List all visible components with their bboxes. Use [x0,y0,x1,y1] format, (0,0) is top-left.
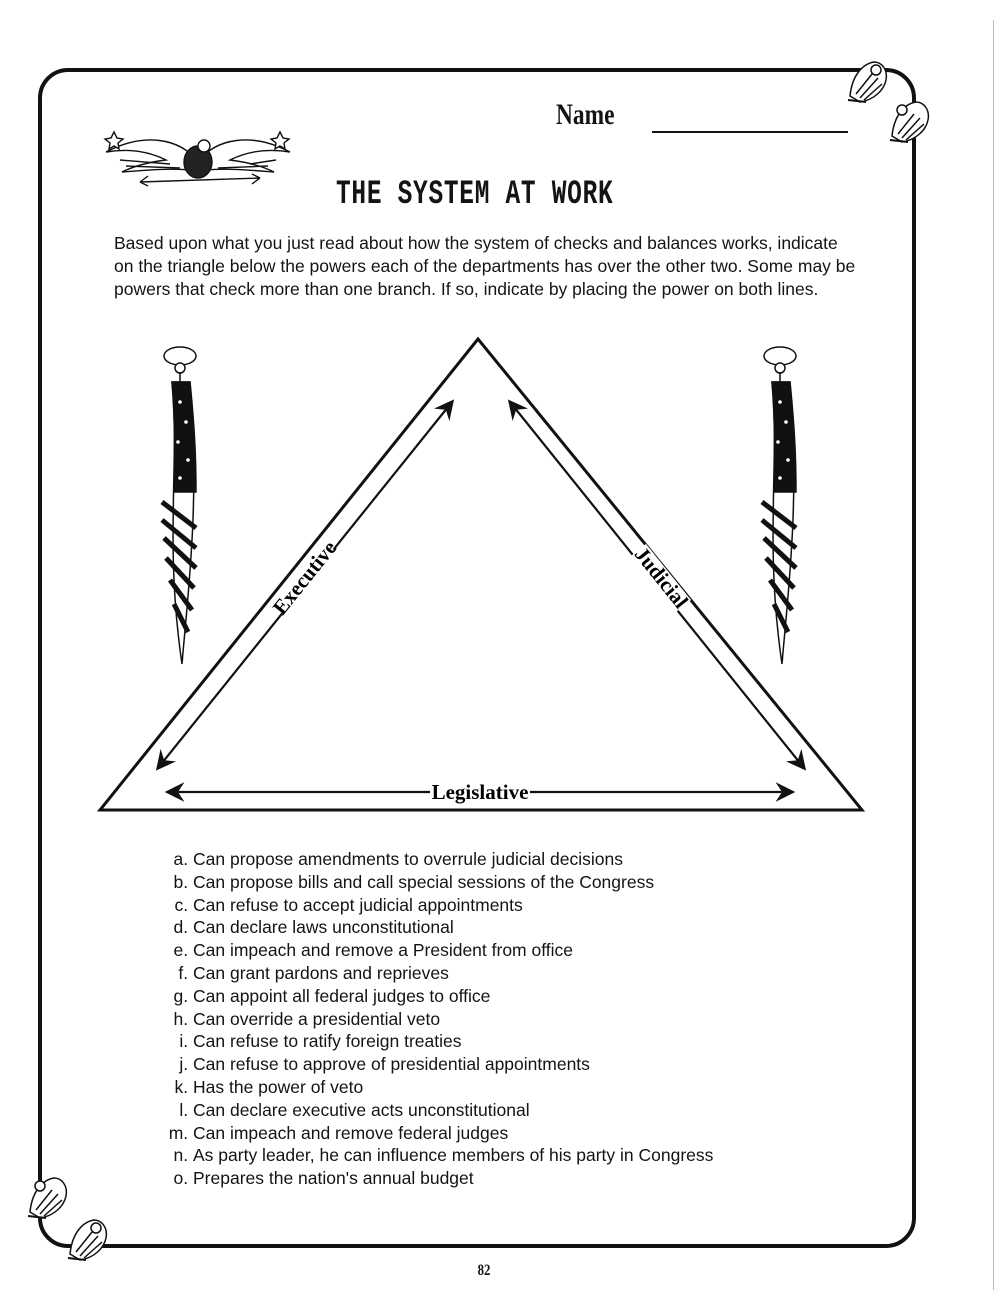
list-item [160,1076,713,1099]
list-item-letter: i. [179,1031,193,1052]
list-item-letter: e. [173,940,193,961]
list-item [160,1144,713,1167]
list-item [160,894,713,917]
list-item [160,939,713,962]
list-item-letter: n. [173,1145,193,1166]
name-label: Name [556,98,615,131]
list-item-text: Can override a presidential veto [193,1008,441,1029]
list-item-letter: a. [173,849,193,869]
eagle-emblem-icon [100,122,296,194]
list-item-text: Can refuse to approve of presidential appointments [193,1054,590,1075]
instructions-paragraph: Based upon what you just read about how the system of checks and balances works, indicate on the triangle below the powers each of the departments has over the other two. Some may be powers that check more than one branch. If so, indicate by placing the power on both lines. [114,233,856,299]
list-item-text: Can declare laws unconstitutional [193,917,454,938]
name-write-line[interactable] [652,131,848,133]
list-item-letter: f. [178,962,193,983]
list-item [160,1167,713,1190]
page-title: THE SYSTEM AT WORK [336,176,614,214]
page-edge-line [993,20,994,1290]
list-item [160,1008,713,1031]
executive-label: Executive [267,536,342,620]
list-item-letter: b. [173,871,193,892]
eagle-corner-icon [884,96,934,146]
list-item-text: Can refuse to ratify foreign treaties [193,1031,462,1052]
list-item-text: Can declare executive acts unconstitutional [193,1099,530,1120]
list-item-text: As party leader, he can influence members of his party in Congress [193,1145,714,1166]
list-item-text: Can appoint all federal judges to office [193,985,491,1006]
list-item-text: Can impeach and remove a President from office [193,940,574,961]
judicial-label: Judicial [629,542,694,613]
list-item [160,916,713,939]
list-item [160,1122,713,1145]
list-item [160,1053,713,1076]
list-item-letter: c. [174,894,193,915]
list-item [160,871,713,894]
list-item-text: Prepares the nation's annual budget [193,1168,474,1189]
list-item-text: Has the power of veto [193,1076,364,1097]
list-item-text: Can impeach and remove federal judges [193,1122,509,1143]
legislative-label: Legislative [431,780,529,804]
list-item-letter: k. [174,1076,193,1097]
list-item [160,962,713,985]
list-item [160,1099,713,1122]
list-item [160,985,713,1008]
checks-balances-triangle [90,330,880,820]
list-item-letter: o. [173,1168,193,1189]
list-item-text: Can grant pardons and reprieves [193,962,449,983]
powers-list [160,848,713,1190]
list-item-text: Can refuse to accept judicial appointments [193,894,523,915]
list-item [160,1030,713,1053]
list-item [160,848,713,871]
page-number: 82 [477,1262,491,1279]
eagle-corner-icon [62,1214,112,1264]
triangle-outline [100,339,862,810]
list-item-letter: h. [173,1008,193,1029]
list-item-letter: d. [173,917,193,938]
list-item-text: Can propose bills and call special sessions of the Congress [193,871,655,892]
list-item-letter: m. [168,1122,193,1143]
list-item-letter: j. [179,1054,193,1075]
list-item-text: Can propose amendments to overrule judicial decisions [193,849,623,869]
list-item-letter: g. [173,985,193,1006]
list-item-letter: l. [179,1099,193,1120]
